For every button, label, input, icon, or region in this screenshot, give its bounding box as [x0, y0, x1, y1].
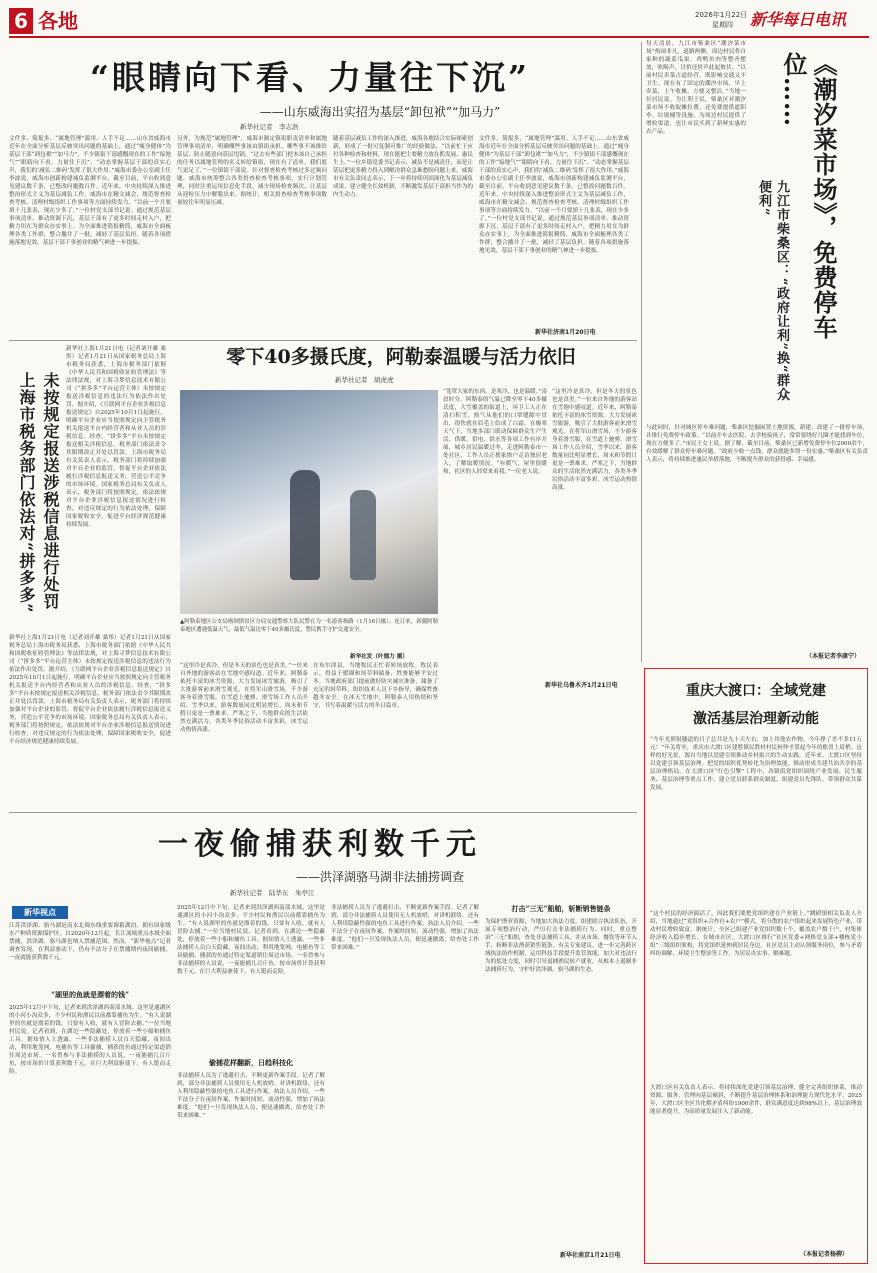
divider — [9, 340, 637, 341]
article6-dateline: 新华社南京1月21日电 — [560, 1252, 621, 1259]
article2-title2: 未按规定报送涉税信息进行处罚 — [41, 372, 60, 610]
article6-subtitle: ——洪泽湖骆马湖非法捕捞调查 — [295, 870, 464, 884]
article3-body-right: “笼罩大家的东西，是寒冷，也是温暖。”凌晨时分，阿勒泰的气温已降至零下40多摄氏度，大雪覆盖的街道上，环卫工人正在清扫积雪，热气从他们的口罩缝隙中冒出，很快就在眉毛上结成了白霜。在极寒天气下，当地多部门联动保障群众生产生活，供暖、供电、供水等各项工作有序开展，城乡居民温暖过冬。走进阿勒泰市一处社区，工作人员正挨家挨户走访独居老人，了解取暖情况。“有暖气，屋里很暖和，社区的人经常来看我。”一位老人说。 — [443, 389, 547, 475]
header-rule — [9, 36, 869, 38]
article3-body-lower1: “这里冷是真冷，但是冬天的景色也是真美。”一位来自外地的游客站在雪地中感叹道。近年来，阿勒泰依托丰富的冰雪资源，大力发展冰雪旅游，吸引了大批游客前来滑雪观光。在将军山滑雪场，不少游客身着滑雪服，在雪道上驰骋。滑雪场工作人员介绍，雪季以来，游客数量同比明显增长，周末和节假日更是一票难求。严寒之下，当地群众的生活依然充满活力，各类冬季民俗活动丰富多彩，冰雪运动热情高涨。 — [180, 663, 308, 733]
article3-photo-figure2 — [350, 490, 376, 580]
issue-date: 2026年1月22日 — [695, 11, 748, 19]
article1-body-col4: 文件多、简报多、“属地管理”滥用、人手不足……山东省威海市近年在全面分析基层反映突出问题的基础上，通过“瘦身健体”为基层干部“卸包袱”“加马力”，不少镇街干部感慨现在的工作“接地气”“眼睛向下看、力量往下沉”。“动态掌握基层干部的真实心声，我们的‘减负二维码’发挥了很大作用。”威海市委办公室副主任李波说，威海市创新构建减负监测平台，截至目前，平台收到意见建议数千条，已整改问题数百件。近年来，中央持续深入推进整治形式主义为基层减负工作，威海市在精文减会、规范督查检查考核、清理村级组织工作事项等方面持续发力。“以前一个月要填十几张表，现在少多了。”一位村党支部书记说。通过规范基层事项清单、推动资源下沉，基层干部有了更多时间走村入户，把精力用在为群众办实事上。为全面推进简报精简，威海市全面梳理各类工作群，整合撤并了一批，减轻了基层负担。随着各项措施落地见效，基层干部干事创业的精气神进一步提振。 — [479, 136, 629, 254]
newspaper-brand: 新华每日电讯 — [750, 10, 847, 29]
article3-title: 零下40多摄氏度，阿勒泰温暖与活力依旧 — [226, 346, 576, 368]
page-number: 6 — [14, 9, 28, 33]
article4-body-col1: 每天清晨，九江市柴桑区“潮汐菜市场”热闹非凡，道路两侧，周边村民将自家种的蔬菜瓜果、鸡鸭鱼肉等整齐摆放，吆喝声、讨价还价声此起彼伏。“以前村民卖菜占道经营，既影响交通又不卫生。现在有了固定的潮汐市场，早上卖菜，上午收摊，方便又整洁。”当地一位居民说。为让利于民，柴桑区对潮汐菜市场不收取摊位费，还免费提供遮阳伞、垃圾桶等设施，为周边村民提供了增收渠道，也让市民买到了新鲜实惠的农产品。 — [646, 41, 746, 135]
article6-body-col2: 2025年12月中下旬，记者来到洪泽湖西南部水域。这里是通湖区的小河小沟众多，不少村民和渔民以前都靠捕鱼为生。“有人说湖里的鱼就是漂着的钱，只要有人收，就有人冒险去捕。”一位当地村民说。记者看到，在湖边一些隐蔽处，停放着一些小船和捕鱼工具。据知情人士透露，一些非法捕捞人员白天隐藏，夜间出动，利用地笼网、电捕鱼等工具偷捕，捕获的鱼通过特定渠道销往周边市场。一名曾参与非法捕捞的人员说，一夜能捕几百斤鱼，按市场价计算获利数千元。在巨大利益驱使下，有人铤而走险。 — [177, 905, 325, 975]
article3-caption: ▲阿勒泰地区公安局喀纳斯景区分局交通警察大队民警在为一名游客指路（1月16日摄）。连日来，新疆阿勒泰地区遭遇低温天气，最低气温达零下40多摄氏度，警民携手守护交通安全。 — [180, 619, 438, 633]
article2-title: 上海市税务部门依法对“拼多多” — [17, 372, 36, 614]
article6-body-col4: 为保护渔业资源，当地加大执法力度，组建联合执法队伍，开展专项整治行动，严厉打击非法捕捞行为。同时，重点整治“三无”船舶，查处非法捕捞工具，并从市场、餐饮等环节入手，斩断非法渔获销售链条。有关专家建议，进一步完善跨区域执法协作机制，运用科技手段提升监管效能，加大对违法行为的惩处力度，同时引导退捕渔民转产就业，从根本上遏制非法捕捞行为，守护好洪泽湖、骆马湖的生态。 — [485, 919, 637, 973]
article6-body-col2b: 非法捕捞人员为了逃避打击，不断更新作案手段。记者了解到，部分非法捕捞人员使用无人机放哨、对讲机联络，还有人利用隐蔽性强的电鱼工具进行作案。执法人员介绍，一些不法分子在夜间作案，作案时间短、流动性强，增加了执法难度。“他们一旦发现执法人员，便迅速撤离，给查处工作带来困难。” — [177, 1073, 325, 1119]
divider — [9, 812, 637, 813]
article1-body-col2: 另外，为规范“属地管理”，威海市制定镇街职责清单和属地管理事项清单，明确哪些事该由镇街承担、哪些事不该推给基层，防止随意向基层甩锅。“过去有些部门把本该自己承担的任务以属地管理的名义转给镇街，现在有了清单，我们底气更足了。”一位镇街干部说。针对督查检查考核过多过频问题，威海市统筹整合各类督查检查考核事项，实行计划管理，同时注重运用信息化手段，减少现场检查频次，让基层从迎检压力中解脱出来。据统计，相关督查检查考核事项数量较往年明显压减。 — [177, 136, 327, 206]
article3-dateline: 新华社乌鲁木齐1月21日电 — [545, 682, 618, 689]
article5-title2: 激活基层治理新动能 — [693, 711, 819, 727]
issue-weekday: 星期四 — [712, 21, 733, 29]
article2-body-bottom: 新华社上海1月21日电（记者刘开雄 桑彤）记者1月21日从国家税务总局上海市税务局获悉，上海市税务部门依据《中华人民共和国税收征收管理法》等法律法规，对上海寻梦信息技术有限公司（“拼多多”平台运营主体）未按规定报送涉税信息的违法行为依法作出处罚。据介绍，《互联网平台企业涉税信息报送规定》自2025年10月1日起施行，明确平台企业应当按照规定向主管税务机关报送平台内经营者和从业人员的涉税信息。经查，“拼多多”平台未按规定报送相关涉税信息，税务部门依法责令其限期改正并处以罚款。上海市税务局有关负责人表示，税务部门将持续加强对平台企业的监管，督促平台企业依法履行涉税信息报送义务，营造公平竞争的市场环境。国家税务总局有关负责人表示，税务部门将按照规定，依法依规对平台企业涉税信息报送情况进行检查，对违反规定的行为依法处理，保障国家税收安全，促进平台经济规范健康持续发展。 — [9, 635, 171, 745]
article5-dateline: （本报记者杨柳） — [800, 1251, 849, 1258]
article6-sub3: 打击“三无”船舶，斩断销售链条 — [511, 904, 611, 913]
article6-byline: 新华社记者 陆华东 朱亭江 — [230, 889, 315, 897]
article6-body-col3: 非法捕捞人员为了逃避打击，不断更新作案手段。记者了解到，部分非法捕捞人员使用无人机放哨、对讲机联络，还有人利用隐蔽性强的电鱼工具进行作案。执法人员介绍，一些不法分子在夜间作案，作案时间短、流动性强，增加了执法难度。“他们一旦发现执法人员，便迅速撤离，给查处工作带来困难。” — [331, 905, 479, 951]
article5-body-2: “这个村民的经济搞活了，因此我们要把党组织建在产业链上。”跳磴镇相关负责人介绍，当地通过“党组织+合作社+农户”模式，将分散的农户组织起来发展特色产业，带动村民增收致富。据统计，全区已组建产业党组织数十个，覆盖农户数千户，村集体经济收入稳步增长。在城市社区，大渡口区推行“社区党委+网格党支部+楼栋党小组”三级组织架构，将党组织延伸到居民身边。社区党员主动认领服务岗位，参与矛盾纠纷调解、环境卫生整治等工作，为居民办实事、解难题。 — [650, 911, 862, 957]
article5-body-1: “今年光照射隧道的日子总共是九十天左右，加上其他农作物，今年挣了差不多11万元！”年关将至，重庆市大渡口区建胜镇民胜村村民何仲才算起今年的账喜上眉梢。这样的好光景，源自当地以党建引领推动乡村振兴的生动实践。近年来，大渡口区坚持以党建引领基层治理，把党的组织优势转化为治理效能，推动形成共建共治共享的基层治理格局。在大渡口区“红色引擎”工程中，各镇街党组织围绕产业发展、民生服务、基层治理等重点工作，建立党员联系群众制度，组建党员先锋队，带领群众共谋发展。 — [650, 737, 862, 791]
divider — [641, 42, 642, 662]
article5-body-3: 大渡口区有关负责人表示，将持续深化党建引领基层治理，健全完善组织体系，推动资源、服务、管理向基层倾斜，不断提升基层治理体系和治理能力现代化水平。2025年，大渡口区全区共化解矛盾纠纷1900余件，群众满意度达到98%以上，基层治理效能显著提升，为高质量发展注入了新动能。 — [650, 1085, 862, 1115]
article1-byline: 新华社记者 李志浩 — [240, 123, 299, 131]
article3-photo-credit: 新华社发（叶德力 摄） — [350, 654, 408, 660]
article6-body-col1: 2025年12月中下旬，记者来到洪泽湖西南部水域。这里是通湖区的小河小沟众多，不少村民和渔民以前都靠捕鱼为生。“有人说湖里的鱼就是漂着的钱，只要有人收，就有人冒险去捕。”一位当地村民说。记者看到，在湖边一些隐蔽处，停放着一些小船和捕鱼工具。据知情人士透露，一些非法捕捞人员白天隐藏，夜间出动，利用地笼网、电捕鱼等工具偷捕，捕获的鱼通过特定渠道销往周边市场。一名曾参与非法捕捞的人员说，一夜能捕几百斤鱼，按市场价计算获利数千元。在巨大利益驱使下，有人铤而走险。 — [9, 1005, 171, 1075]
article1-body-col1: 文件多、简报多、“属地管理”滥用、人手不足……山东省威海市近年在全面分析基层反映突出问题的基础上，通过“瘦身健体”为基层干部“卸包袱”“加马力”，不少镇街干部感慨现在的工作“接地气”“眼睛向下看、力量往下沉”。“动态掌握基层干部的真实心声，我们的‘减负二维码’发挥了很大作用。”威海市委办公室副主任李波说，威海市创新构建减负监测平台，截至目前，平台收到意见建议数千条，已整改问题数百件。近年来，中央持续深入推进整治形式主义为基层减负工作，威海市在精文减会、规范督查检查考核、清理村级组织工作事项等方面持续发力。“以前一个月要填十几张表，现在少多了。”一位村党支部书记说。通过规范基层事项清单、推动资源下沉，基层干部有了更多时间走村入户，把精力用在为群众办实事上。为全面推进简报精简，威海市全面梳理各类工作群，整合撤并了一批，减轻了基层负担。随着各项措施落地见效，基层干部干事创业的精气神进一步提振。 — [9, 136, 171, 246]
article4-title: 《潮汐菜市场》，免费停车位…… — [779, 52, 838, 340]
article1-subtitle: ——山东威海出实招为基层“卸包袱”“加马力” — [259, 105, 501, 119]
section-name: 各地 — [38, 9, 78, 33]
article1-dateline: 新华社济南1月20日电 — [535, 329, 596, 336]
article1-body-col3: 随着基层减负工作的深入推进，威海各地结合实际探索创新，形成了一批可复制可推广的经验做法。“以前忙于应付各种检查和材料，现在能把主要精力放在抓发展、惠民生上。”一位乡镇党委书记表示，减负不是减责任，而是让基层把更多精力投入到解决群众急难愁盼问题上来。威海市有关负责同志表示，下一步将持续巩固深化为基层减负成果，建立健全长效机制，不断激发基层干部担当作为的内生动力。 — [333, 136, 473, 198]
article4-subtitle: 九江市柴桑区：“政府让利”换“群众便利” — [756, 180, 789, 402]
article3-body-lower2: 在布尔津县，当地牧民正忙着转场放牧。牧民表示，得益于暖圈和饲草料储备，牲畜能够平安过冬。当地政府部门提前做好防灾减灾准备，储备了充足的饲草料，组织技术人员下乡指导，确保牲畜越冬安全。在冰天雪地中，阿勒泰人用热情和坚守，书写着温暖与活力的冬日篇章。 — [313, 663, 438, 709]
article3-body-right2: “这里冷是真冷，但是冬天的景色也是真美。”一位来自外地的游客站在雪地中感叹道。近年来，阿勒泰依托丰富的冰雪资源，大力发展冰雪旅游，吸引了大批游客前来滑雪观光。在将军山滑雪场，不少游客身着滑雪服，在雪道上驰骋。滑雪场工作人员介绍，雪季以来，游客数量同比明显增长，周末和节假日更是一票难求。严寒之下，当地群众的生活依然充满活力，各类冬季民俗活动丰富多彩，冰雪运动热情高涨。 — [552, 389, 637, 491]
article6-sub1: “湖里的鱼就是漂着的钱” — [50, 990, 130, 999]
article3-photo-figure — [290, 470, 320, 580]
article6-sub2: 偷捕花样翻新，日趋科技化 — [209, 1058, 293, 1067]
article4-dateline: （本报记者李康宁） — [806, 653, 861, 660]
article5-title: 重庆大渡口：全域党建 — [686, 683, 826, 699]
article6-title: 一夜偷捕获利数千元 — [158, 827, 482, 862]
article6-tag: 新华视点 — [24, 908, 56, 917]
article1-title: “眼睛向下看、力量往下沉” — [90, 58, 530, 97]
article6-body-intro: 江苏洪泽湖、骆马湖是南水北调东线重要调蓄湖泊，拥有国家级水产种质资源保护区。自2020年12月起，长江流域重点水域全面禁捕，洪泽湖、骆马湖也纳入禁捕范围。然而，“新华视点”记者调查发现，在利益驱动下，仍有不法分子在禁捕期内夜间偷捕，一夜就能获利数千元。 — [9, 923, 171, 961]
article4-body-col2: 与此同时，针对城区停车难问题，柴桑区挖掘闲置土地资源，新建、改建了一批停车场，并推行免费停车政策。“以前开车去医院、去学校接孩子，常常要绕好几圈才能找到车位，现在方便多了。”市民王女士说。据了解，截至目前，柴桑区已新增免费停车位2000余个，有效缓解了群众停车难问题。“政府少收一点钱，群众就能多得一份实惠。”柴桑区有关负责人表示，将持续推进惠民举措落地，不断提升群众的获得感、幸福感。 — [646, 425, 868, 463]
article2-body-top: 新华社上海1月21日电（记者刘开雄 桑彤）记者1月21日从国家税务总局上海市税务局获悉，上海市税务部门依据《中华人民共和国税收征收管理法》等法律法规，对上海寻梦信息技术有限公司（“拼多多”平台运营主体）未按规定报送涉税信息的违法行为依法作出处罚。据介绍，《互联网平台企业涉税信息报送规定》自2025年10月1日起施行，明确平台企业应当按照规定向主管税务机关报送平台内经营者和从业人员的涉税信息。经查，“拼多多”平台未按规定报送相关涉税信息，税务部门依法责令其限期改正并处以罚款。上海市税务局有关负责人表示，税务部门将持续加强对平台企业的监管，督促平台企业依法履行涉税信息报送义务，营造公平竞争的市场环境。国家税务总局有关负责人表示，税务部门将按照规定，依法依规对平台企业涉税信息报送情况进行检查，对违反规定的行为依法处理，保障国家税收安全，促进平台经济规范健康持续发展。 — [66, 346, 166, 528]
article3-byline: 新华社记者 胡虎虎 — [335, 376, 394, 384]
